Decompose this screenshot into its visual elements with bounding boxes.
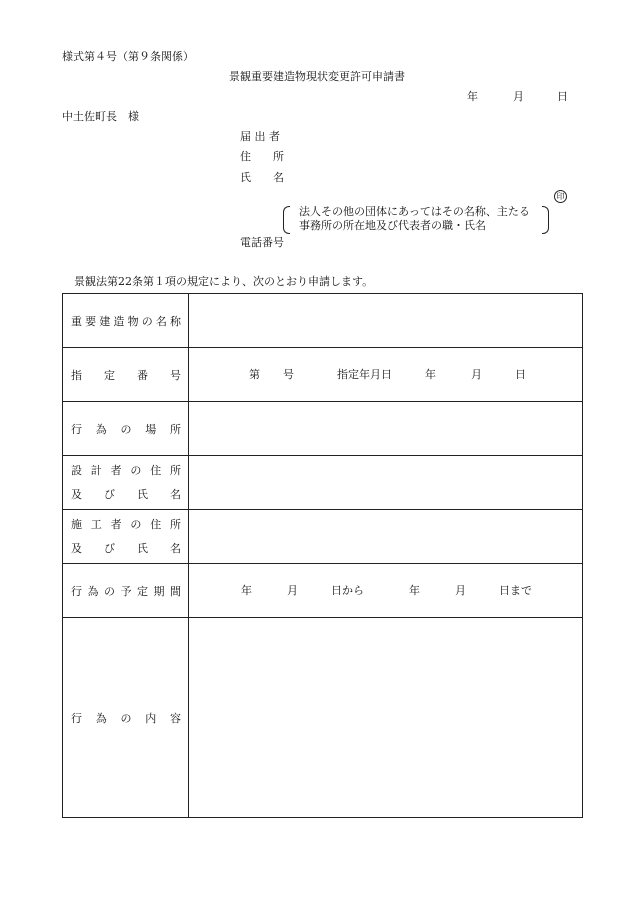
- designer-field[interactable]: [189, 456, 583, 510]
- row-label-designer: 設 計 者 の 住 所 及 び 氏 名: [63, 456, 189, 510]
- addressee: 中土佐町長 様: [62, 110, 139, 123]
- period-start-day-label: 日から: [331, 584, 364, 597]
- designation-date-label: 指定年月日: [337, 368, 392, 381]
- table-row: [63, 294, 583, 348]
- seal-mark: 印: [554, 190, 567, 203]
- period-start-month-label: 月: [287, 584, 298, 597]
- dai-label: 第: [249, 368, 260, 381]
- action-place-field[interactable]: [189, 402, 583, 456]
- phone-label: 電話番号: [240, 236, 284, 249]
- form-number: 様式第４号（第９条関係）: [62, 50, 194, 63]
- notifier-label: 届 出 者: [240, 130, 280, 143]
- row-label-planned-period: 行 為 の 予 定 期 間: [63, 564, 189, 618]
- period-end-year-label: 年: [409, 584, 420, 597]
- application-table: [62, 293, 583, 818]
- table-row: [63, 348, 583, 402]
- constructor-field[interactable]: [189, 510, 583, 564]
- left-bracket: [283, 206, 290, 234]
- designation-month-label: 月: [471, 368, 482, 381]
- table-row: [63, 564, 583, 618]
- action-content-field[interactable]: [189, 618, 583, 818]
- row-label-action-place: 行 為 の 場 所: [63, 402, 189, 456]
- table-row: [63, 456, 583, 510]
- corp-note-line1: 法人その他の団体にあってはその名称、主たる: [299, 205, 530, 218]
- statement: 景観法第22条第１項の規定により、次のとおり申請します。: [74, 275, 374, 288]
- date-year-label: 年: [467, 90, 478, 103]
- building-name-field[interactable]: [189, 294, 583, 348]
- form-title: 景観重要建造物現状変更許可申請書: [229, 70, 405, 83]
- go-label: 号: [283, 368, 294, 381]
- designation-year-label: 年: [425, 368, 436, 381]
- period-end-day-label: 日まで: [499, 584, 532, 597]
- row-label-action-content: 行 為 の 内 容: [63, 618, 189, 818]
- table-row: [63, 510, 583, 564]
- date-month-label: 月: [513, 90, 524, 103]
- row-label-designation-number: 指 定 番 号: [63, 348, 189, 402]
- date-day-label: 日: [557, 90, 568, 103]
- row-label-building-name: 重 要 建 造 物 の 名 称: [63, 294, 189, 348]
- row-label-constructor: 施 工 者 の 住 所 及 び 氏 名: [63, 510, 189, 564]
- address-label: 住 所: [240, 150, 284, 163]
- table-row: [63, 402, 583, 456]
- period-end-month-label: 月: [455, 584, 466, 597]
- designation-day-label: 日: [515, 368, 526, 381]
- planned-period-field[interactable]: [189, 564, 583, 618]
- corp-note-line2: 事務所の所在地及び代表者の職・氏名: [299, 219, 486, 232]
- name-label: 氏 名: [240, 171, 284, 184]
- table-row: [63, 618, 583, 818]
- right-bracket: [542, 206, 549, 234]
- period-start-year-label: 年: [241, 584, 252, 597]
- designation-number-field[interactable]: [189, 348, 583, 402]
